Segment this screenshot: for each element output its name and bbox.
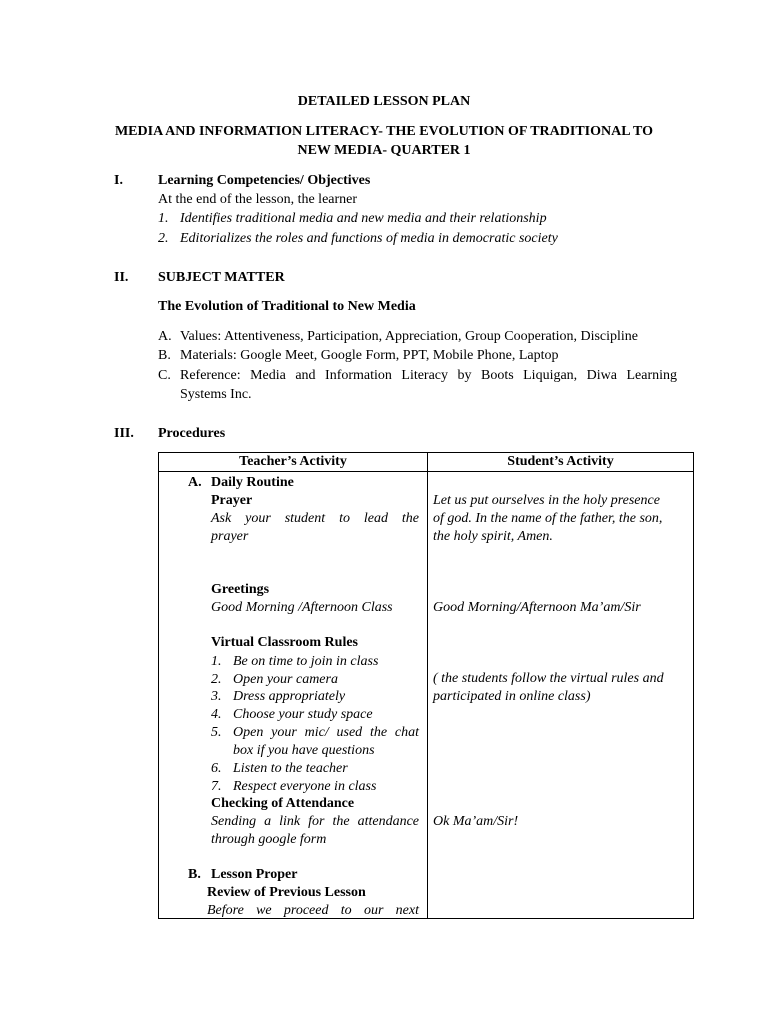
student-greetings: Good Morning/Afternoon Ma’am/Sir xyxy=(433,600,641,615)
objective-2-number: 2. xyxy=(158,231,169,246)
section-2-number: II. xyxy=(114,270,129,285)
document-subtitle-line1: MEDIA AND INFORMATION LITERACY- THE EVOLUTION OF TRADITIONAL TO xyxy=(114,124,654,139)
student-attendance: Ok Ma’am/Sir! xyxy=(433,814,519,829)
rule-3-text: Dress appropriately xyxy=(233,689,346,704)
attendance-text-line2: through google form xyxy=(211,832,327,847)
subject-item-b-text: Materials: Google Meet, Google Form, PPT, Mobile Phone, Laptop xyxy=(180,348,559,363)
subject-item-b-letter: B. xyxy=(158,348,171,363)
prayer-heading: Prayer xyxy=(211,493,253,508)
rule-3-number: 3. xyxy=(211,689,222,704)
student-activity-cell xyxy=(428,472,694,919)
daily-routine-heading: Daily Routine xyxy=(211,475,294,490)
section-2-heading: SUBJECT MATTER xyxy=(158,270,285,285)
objective-1-text: Identifies traditional media and new media and their relationship xyxy=(180,211,547,226)
student-prayer-line1: Let us put ourselves in the holy presence xyxy=(433,493,660,508)
rule-1-number: 1. xyxy=(211,654,222,669)
attendance-heading: Checking of Attendance xyxy=(211,796,355,811)
student-rules-line1: ( the students follow the virtual rules and xyxy=(433,671,664,686)
greetings-text: Good Morning /Afternoon Class xyxy=(211,600,393,615)
section-1-heading: Learning Competencies/ Objectives xyxy=(158,173,371,188)
prayer-instruction-line2: prayer xyxy=(211,529,249,544)
teacher-activity-cell xyxy=(159,472,428,919)
rule-5-text-line2: box if you have questions xyxy=(233,743,375,758)
procedures-table xyxy=(158,452,694,919)
student-rules-line2: participated in online class) xyxy=(433,689,591,704)
rule-7-text: Respect everyone in class xyxy=(233,779,377,794)
document-title: DETAILED LESSON PLAN xyxy=(297,94,471,109)
greetings-heading: Greetings xyxy=(211,582,270,597)
lesson-proper-heading: Lesson Proper xyxy=(211,867,298,882)
subject-item-a-letter: A. xyxy=(158,329,172,344)
section-3-heading: Procedures xyxy=(158,426,226,441)
subject-item-c-text-line1: Reference: Media and Information Literacy by Boots Liquigan, Diwa Learning xyxy=(180,368,677,383)
lesson-proper-letter: B. xyxy=(188,867,201,882)
table-header-row xyxy=(159,453,694,472)
review-heading: Review of Previous Lesson xyxy=(207,885,366,900)
subject-item-c-letter: C. xyxy=(158,368,171,383)
rule-5-text-line1: Open your mic/ used the chat xyxy=(233,725,419,740)
teacher-activity-header: Teacher’s Activity xyxy=(159,453,428,472)
objective-1-number: 1. xyxy=(158,211,169,226)
daily-routine-letter: A. xyxy=(188,475,202,490)
section-2-topic: The Evolution of Traditional to New Media xyxy=(158,299,416,314)
review-text: Before we proceed to our next xyxy=(207,903,419,918)
objective-2-text: Editorializes the roles and functions of media in democratic society xyxy=(180,231,558,246)
rule-4-number: 4. xyxy=(211,707,222,722)
prayer-instruction-line1: Ask your student to lead the xyxy=(211,511,419,526)
rule-2-number: 2. xyxy=(211,672,222,687)
student-prayer-line3: the holy spirit, Amen. xyxy=(433,529,553,544)
student-prayer-line2: of god. In the name of the father, the son, xyxy=(433,511,663,526)
section-1-intro: At the end of the lesson, the learner xyxy=(158,192,358,207)
subject-item-a-text: Values: Attentiveness, Participation, Appreciation, Group Cooperation, Discipline xyxy=(180,329,639,344)
rule-5-number: 5. xyxy=(211,725,222,740)
document-subtitle-line2: NEW MEDIA- QUARTER 1 xyxy=(297,143,471,158)
attendance-text-line1: Sending a link for the attendance xyxy=(211,814,419,829)
student-activity-header: Student’s Activity xyxy=(428,453,694,472)
rule-7-number: 7. xyxy=(211,779,222,794)
rule-1-text: Be on time to join in class xyxy=(233,654,379,669)
rule-4-text: Choose your study space xyxy=(233,707,373,722)
rule-6-number: 6. xyxy=(211,761,222,776)
section-1-number: I. xyxy=(114,173,123,188)
rule-2-text: Open your camera xyxy=(233,672,338,687)
section-3-number: III. xyxy=(114,426,134,441)
rule-6-text: Listen to the teacher xyxy=(233,761,348,776)
table-row xyxy=(159,472,694,919)
subject-item-c-text-line2: Systems Inc. xyxy=(180,387,252,402)
rules-heading: Virtual Classroom Rules xyxy=(211,635,358,650)
